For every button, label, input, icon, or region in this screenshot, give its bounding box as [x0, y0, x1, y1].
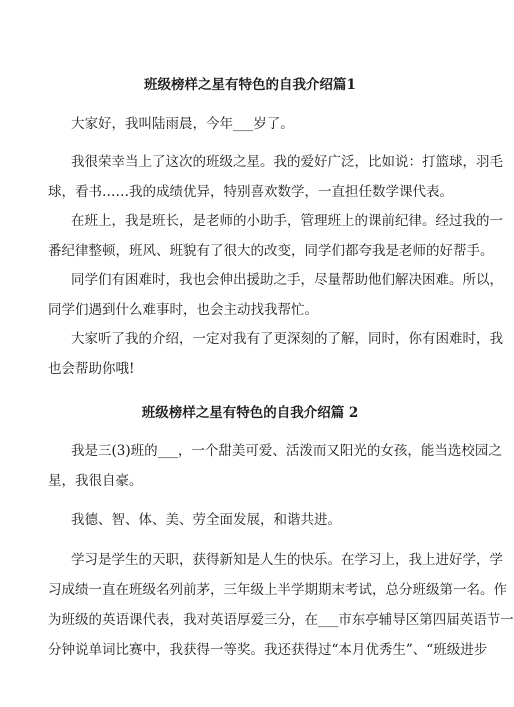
- text-line: 习成绩一直在班级名列前茅，三年级上半学期期末考试，总分班级第一名。作: [48, 582, 507, 598]
- paragraph: [48, 324, 503, 384]
- text-line: 番纪律整顿，班风、班貌有了很大的改变，同学们都夸我是老师的好帮手。: [48, 243, 494, 259]
- text-line: 大家好，我叫陆雨晨，今年___岁了。: [71, 116, 294, 132]
- text-line: 我是三(3)班的___，一个甜美可爱、活泼而又阳光的女孩，能当选校园之: [71, 443, 502, 459]
- paragraph: [48, 436, 502, 496]
- text-line: 球，看书……我的成绩优异，特别喜欢数学，一直担任数学课代表。: [48, 184, 453, 200]
- text-line: 同学们遇到什么难事时，也会主动找我帮忙。: [48, 302, 318, 318]
- paragraph: [48, 206, 503, 266]
- paragraph: [48, 147, 503, 207]
- text-line: 学习是学生的天职，获得新知是人生的快乐。在学习上，我上进好学，学: [71, 552, 503, 568]
- text-line: 同学们有困难时，我也会伸出援助之手，尽量帮助他们解决困难。所以，: [71, 272, 503, 288]
- text-line: 在班上，我是班长，是老师的小助手，管理班上的课前纪律。经过我的一: [71, 213, 503, 229]
- text-line: 星，我很自豪。: [48, 473, 143, 489]
- text-line: 也会帮助你哦!: [48, 361, 135, 377]
- paragraph: [48, 265, 503, 325]
- text-line: 为班级的英语课代表，我对英语厚爱三分，在___市东亭辅导区第四届英语节一: [48, 612, 514, 628]
- paragraph: [48, 545, 514, 665]
- paragraph: [71, 109, 455, 139]
- text-line: 大家听了我的介绍，一定对我有了更深刻的了解，同时，你有困难时，我: [71, 331, 503, 347]
- section-title-1: 班级榜样之星有特色的自我介绍篇1: [144, 77, 356, 93]
- text-line: 我德、智、体、美、劳全面发展，和谐共进。: [71, 512, 341, 528]
- text-line: 我很荣幸当上了这次的班级之星。我的爱好广泛，比如说：打篮球，羽毛: [71, 154, 503, 170]
- paragraph: [71, 505, 455, 535]
- text-line: 分钟说单词比赛中，我获得一等奖。我还获得过“本月优秀生”、“班级进步: [48, 642, 488, 658]
- section-title-2: 班级榜样之星有特色的自我介绍篇 2: [141, 405, 359, 421]
